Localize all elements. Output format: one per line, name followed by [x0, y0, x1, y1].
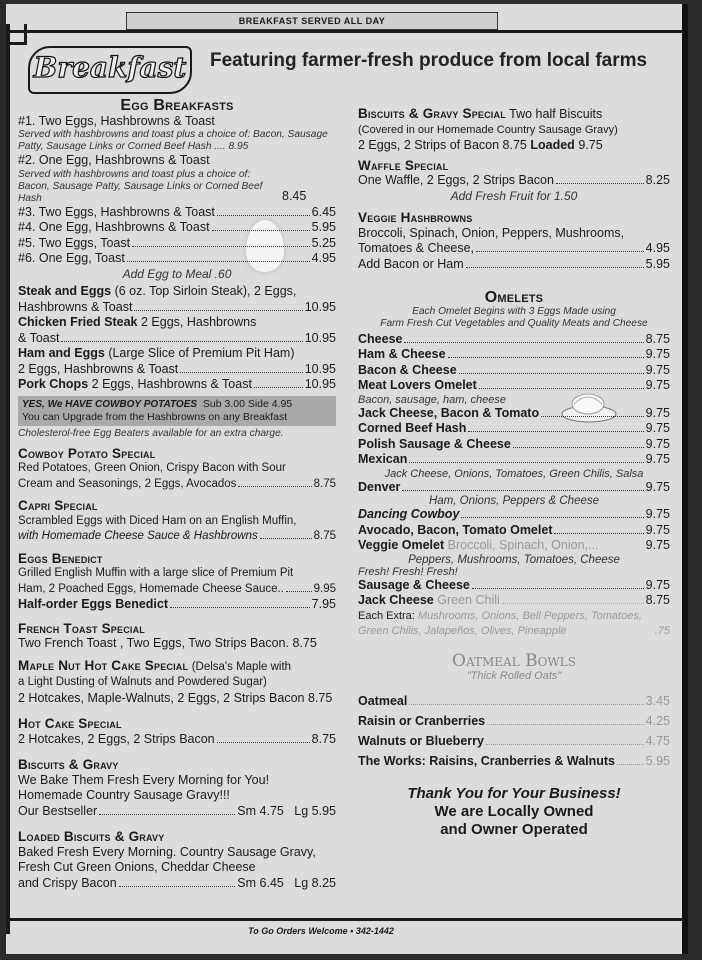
section-heading-french-toast: French Toast Special: [18, 620, 146, 636]
benedict-price: 9.95: [313, 582, 336, 595]
maple-line3: 2 Hotcakes, Maple-Walnuts, 2 Eggs, 2 Strips Bacon: [18, 690, 305, 705]
omelet-name: Ham & Cheese: [358, 347, 446, 361]
leader-dots: [556, 183, 644, 184]
oatmeal-name: The Works: Raisins, Cranberries & Walnuts: [358, 753, 616, 768]
ham-line2: 2 Eggs, Hashbrowns & Toast: [18, 361, 179, 376]
section-heading-biscuits: Biscuits & Gravy: [18, 757, 119, 772]
pork-chops: [18, 377, 336, 393]
extra-row2: [358, 624, 670, 640]
menu-item-3-price: 6.45: [311, 204, 336, 219]
omelet-item: [358, 593, 670, 609]
oatmeal-sub: "Thick Rolled Oats": [466, 670, 562, 682]
menu-item-2: #2. One Egg, Hashbrowns & Toast: [18, 153, 210, 167]
leader-dots: [260, 538, 312, 539]
leader-dots: [238, 486, 311, 487]
omelet-item: [358, 538, 670, 554]
veggie-hb-price2: 5.95: [645, 256, 670, 271]
leader-dots: [459, 373, 644, 374]
veggie-omelet-desc: Broccoli, Spinach, Onion,...: [447, 538, 599, 552]
half-benedict-name: Half-order Eggs Benedict: [18, 597, 169, 611]
biscuits-lg: Lg 5.95: [294, 803, 336, 818]
omelet-price: 8.75: [645, 331, 670, 346]
right-column: [358, 106, 670, 839]
bg-special-line2: (Covered in our Homemade Country Sausage Gravy): [358, 123, 618, 136]
omelet-item: [358, 363, 670, 379]
top-banner: BREAKFAST SERVED ALL DAY: [126, 12, 498, 30]
steak-row: [18, 300, 336, 316]
steak-name: Steak and Eggs: [18, 284, 112, 298]
omelet-item: [358, 452, 670, 468]
thank-you-block: [358, 785, 670, 839]
omelets-sub2: Farm Fresh Cut Vegetables and Quality Meats and Cheese: [380, 317, 648, 329]
cowboy-box-title: YES, We HAVE COWBOY POTATOES: [22, 398, 198, 410]
thank-you-line2: We are Locally Owned: [434, 802, 594, 820]
oatmeal-price: 5.95: [645, 753, 670, 768]
oatmeal-item: [358, 691, 670, 711]
meat-lovers-desc: Bacon, sausage, ham, cheese: [358, 393, 506, 406]
maple-line1: (Delsa's Maple with: [191, 660, 292, 673]
leader-dots: [119, 886, 236, 887]
oatmeal-price: 3.45: [645, 693, 670, 708]
omelet-item: [358, 347, 670, 363]
bg-special-loaded-price: 9.75: [578, 138, 603, 152]
leader-dots: [554, 533, 643, 534]
thank-you-line1: Thank You for Your Business!: [407, 784, 621, 802]
steak-line2: Hashbrowns & Toast: [18, 299, 133, 314]
hotcake-line1: 2 Hotcakes, 2 Eggs, 2 Strips Bacon: [18, 731, 215, 746]
loaded-line1: Baked Fresh Every Morning. Country Sausage Gravy,: [18, 844, 316, 859]
oatmeal-name: Raisin or Cranberries: [358, 713, 486, 728]
omelet-name: Dancing Cowboy: [358, 507, 460, 521]
bg-special-loaded: Loaded: [530, 138, 575, 152]
veggie-hb-line3: Add Bacon or Ham: [358, 256, 464, 271]
omelet-name: Bacon & Cheese: [358, 362, 457, 377]
menu-item-2-price: 8.45: [282, 189, 307, 203]
omelet-name: Jack Cheese: [358, 593, 434, 607]
bg-special-name: Biscuits & Gravy Special: [358, 106, 506, 121]
egg-beaters-note: Cholesterol-free Egg Beaters available for an extra charge.: [18, 427, 284, 439]
section-heading-oatmeal: Oatmeal Bowls: [452, 650, 576, 671]
omelet-item: [358, 507, 670, 523]
leader-dots: [466, 267, 644, 268]
bg-special-price: 8.75: [502, 138, 527, 152]
extra-label: Each Extra:: [358, 609, 415, 622]
omelet-price: 9.75: [645, 479, 670, 494]
jack-cheese-desc: Green Chili: [437, 593, 500, 607]
leader-dots: [409, 704, 643, 705]
ham-row: [18, 362, 336, 378]
omelet-item: [358, 421, 670, 437]
ham-and-eggs: [18, 346, 336, 362]
add-egg-note: Add Egg to Meal .60: [122, 266, 232, 281]
omelet-name: Corned Beef Hash: [358, 421, 467, 435]
oatmeal-price: 4.75: [645, 733, 670, 748]
biscuits-sm: Sm 4.75: [237, 803, 284, 818]
extra-price: .75: [654, 625, 670, 637]
bg-special-desc: Two half Biscuits: [509, 107, 603, 121]
extra-desc: Mushrooms, Onions, Bell Peppers, Tomatoes,: [417, 609, 642, 622]
menu-item-5-price: 5.25: [311, 235, 336, 250]
omelet-item: [358, 480, 670, 496]
leader-dots: [134, 310, 302, 311]
menu-item-5-name: #5. Two Eggs, Toast: [18, 235, 131, 250]
menu-item-1-desc: Served with hashbrowns and toast plus a choice of: Bacon, Sausage Patty, Sausage Links or Corned Beef Hash .... 8.95: [18, 129, 328, 152]
cowboy-special-line1: Red Potatoes, Green Onion, Crispy Bacon with Sour: [18, 462, 286, 474]
capri-line2: with Homemade Cheese Sauce & Hashbrowns: [18, 530, 258, 542]
chicken-fried-steak: [18, 315, 336, 331]
loaded-row: [18, 876, 336, 892]
capri-price: 8.75: [313, 530, 336, 542]
omelet-item: [358, 578, 670, 594]
leader-dots: [217, 215, 310, 216]
menu-item-6: [18, 251, 336, 267]
bottom-banner: To Go Orders Welcome • 342-1442: [248, 926, 394, 936]
leader-dots: [479, 388, 644, 389]
left-column: [18, 92, 336, 891]
pork-name: Pork Chops: [18, 377, 89, 391]
menu-item-2-row: [18, 169, 336, 205]
cfs-row: [18, 331, 336, 347]
omelet-name: Sausage & Cheese: [358, 577, 470, 592]
menu-item-1: #1. Two Eggs, Hashbrowns & Toast: [18, 113, 215, 128]
omelet-item: [358, 523, 670, 539]
omelet-name: Denver: [358, 479, 401, 494]
cfs-line2: & Toast: [18, 330, 60, 345]
cfs-name: Chicken Fried Steak: [18, 315, 138, 329]
denver-desc: Ham, Onions, Peppers & Cheese: [428, 495, 600, 507]
leader-dots: [170, 607, 310, 608]
maple-price: 8.75: [307, 690, 333, 705]
leader-dots: [409, 462, 643, 463]
leader-dots: [468, 431, 643, 432]
leader-dots: [402, 490, 643, 491]
cfs-price: 10.95: [304, 330, 336, 345]
oatmeal-item: [358, 751, 670, 771]
section-heading-waffle: Waffle Special: [358, 157, 449, 173]
leader-dots: [617, 764, 644, 765]
omelet-price: 9.75: [645, 362, 670, 377]
section-heading-maple: Maple Nut Hot Cake Special: [18, 657, 189, 673]
bg-special: [358, 106, 670, 123]
menu-item-6-name: #6. One Egg, Toast: [18, 251, 125, 265]
leader-dots: [448, 357, 644, 358]
ham-name: Ham and Eggs: [18, 346, 105, 360]
steak-desc: (6 oz. Top Sirloin Steak), 2 Eggs,: [114, 284, 297, 298]
omelet-price: 8.75: [645, 593, 670, 607]
leader-dots: [99, 814, 235, 815]
frame-left-rule: [6, 24, 10, 934]
loaded-lg: Lg 8.25: [294, 875, 336, 890]
leader-dots: [461, 517, 643, 518]
leader-dots: [486, 744, 644, 745]
veggie-omelet-desc3: Fresh! Fresh! Fresh!: [358, 565, 458, 578]
maple-row: [18, 691, 336, 707]
biscuits-line2: Homemade Country Sausage Gravy!!!: [18, 788, 230, 802]
cowboy-special-row: [18, 477, 336, 493]
section-heading-egg-breakfasts: Egg Breakfasts: [120, 97, 234, 114]
omelet-name: Avocado, Bacon, Tomato Omelet: [358, 522, 553, 537]
omelet-item: [358, 378, 670, 394]
leader-dots: [180, 372, 302, 373]
omelet-price: 9.75: [645, 577, 670, 592]
omelet-price: 9.75: [645, 538, 670, 552]
french-price: 8.75: [292, 636, 317, 650]
tagline: Featuring farmer-fresh produce from local farms: [210, 50, 648, 71]
hotcake-price: 8.75: [311, 731, 336, 746]
pork-desc: 2 Eggs, Hashbrowns & Toast: [91, 377, 252, 391]
half-benedict-price: 7.95: [311, 597, 336, 611]
menu-item-3: [18, 205, 336, 221]
steak-price: 10.95: [304, 299, 336, 314]
section-heading-omelets: Omelets: [484, 289, 544, 306]
oatmeal-name: Oatmeal: [358, 693, 408, 708]
section-heading-veggie-hb: Veggie Hashbrowns: [358, 210, 473, 225]
veggie-omelet-desc2: Peppers, Mushrooms, Tomatoes, Cheese: [408, 553, 620, 566]
leader-dots: [472, 588, 644, 589]
loaded-line2: Fresh Cut Green Onions, Cheddar Cheese: [18, 860, 256, 874]
half-benedict-row: [18, 597, 336, 613]
french-line1: Two French Toast , Two Eggs, Two Strips Bacon.: [18, 636, 289, 650]
menu-item-2-desc: Served with hashbrowns and toast plus a choice of: Bacon, Sausage Patty, Sausage Links or Corned Beef Hash: [18, 168, 263, 204]
biscuits-line3: Our Bestseller: [18, 803, 98, 818]
ham-desc: (Large Slice of Premium Pit Ham): [108, 346, 295, 360]
maple-line2: a Light Dusting of Walnuts and Powdered Sugar): [18, 676, 267, 688]
cowboy-box-prices: Sub 3.00 Side 4.95: [202, 397, 293, 410]
menu-item-4: [18, 220, 336, 236]
omelet-name: Meat Lovers Omelet: [358, 378, 477, 392]
leader-dots: [513, 447, 644, 448]
omelets-sub1: Each Omelet Begins with 3 Eggs Made using: [412, 305, 616, 317]
capri-line1: Scrambled Eggs with Diced Ham on an English Muffin,: [18, 514, 297, 527]
extra-desc2: Green Chilis, Jalapeños, Olives, Pineapple: [358, 625, 567, 637]
section-heading-cowboy-special: Cowboy Potato Special: [18, 445, 156, 461]
loaded-line3: and Crispy Bacon: [18, 875, 117, 890]
waffle-line1: One Waffle, 2 Eggs, 2 Strips Bacon: [358, 173, 554, 187]
biscuits-row: [18, 804, 336, 820]
benedict-line2: Ham, 2 Poached Eggs, Homemade Cheese Sauce..: [18, 582, 284, 595]
omelet-name: Polish Sausage & Cheese: [358, 436, 511, 451]
benedict-row: [18, 582, 336, 598]
omelet-price: 9.75: [645, 421, 670, 435]
leader-dots: [61, 341, 302, 342]
leader-dots: [476, 251, 644, 252]
cowboy-special-price: 8.75: [313, 477, 336, 490]
section-heading-benedict: Eggs Benedict: [18, 550, 103, 566]
thank-you-line3: and Owner Operated: [440, 820, 588, 838]
omelet-name: Mexican: [358, 452, 408, 466]
veggie-hb-line1: Broccoli, Spinach, Onion, Peppers, Mushrooms,: [358, 225, 625, 240]
oatmeal-name: Walnuts or Blueberry: [358, 733, 484, 748]
cowboy-potatoes-box: [18, 396, 336, 426]
omelet-price: 9.75: [645, 436, 670, 451]
waffle-note: Add Fresh Fruit for 1.50: [450, 188, 578, 203]
leader-dots: [127, 261, 310, 262]
section-heading-capri: Capri Special: [18, 498, 98, 513]
loaded-sm: Sm 6.45: [237, 875, 284, 890]
veggie-hb-add-row: [358, 257, 670, 273]
bg-special-line3: 2 Eggs, 2 Strips of Bacon: [358, 138, 500, 152]
omelet-item: [358, 332, 670, 348]
omelet-price: 9.75: [645, 507, 670, 521]
frame-top-rule: [6, 30, 682, 33]
oatmeal-item: [358, 711, 670, 731]
leader-dots: [212, 230, 310, 231]
leader-dots: [286, 591, 312, 592]
menu-page: [6, 4, 688, 954]
waffle-price: 8.25: [645, 173, 670, 187]
french-row: [18, 636, 336, 652]
pork-price: 10.95: [304, 377, 336, 391]
ham-price: 10.95: [304, 361, 336, 376]
hotcake-row: [18, 732, 336, 748]
extra-row: [358, 609, 670, 625]
leader-dots: [254, 387, 303, 388]
mexican-desc: Jack Cheese, Onions, Tomatoes, Green Chilis, Salsa: [384, 467, 644, 480]
menu-item-6-price: 4.95: [311, 251, 336, 265]
oatmeal-item: [358, 731, 670, 751]
leader-dots: [404, 342, 643, 343]
section-heading-hotcake: Hot Cake Special: [18, 716, 122, 731]
capri-row: [18, 529, 336, 545]
maple-heading-row: [18, 658, 336, 676]
section-heading-loaded: Loaded Biscuits & Gravy: [18, 829, 165, 844]
omelet-name: Cheese: [358, 331, 403, 346]
menu-item-3-name: #3. Two Eggs, Hashbrowns & Toast: [18, 204, 215, 219]
menu-item-4-name: #4. One Egg, Hashbrowns & Toast: [18, 220, 210, 234]
frame-corner: [6, 24, 27, 45]
omelet-price: 9.75: [645, 405, 670, 420]
omelet-price: 9.75: [645, 378, 670, 392]
omelet-name: Jack Cheese, Bacon & Tomato: [358, 405, 540, 420]
omelet-item: [358, 437, 670, 453]
oatmeal-price: 4.25: [645, 713, 670, 728]
leader-dots: [487, 724, 644, 725]
veggie-hb-line2: Tomatoes & Cheese,: [358, 241, 475, 255]
cowboy-special-line2: Cream and Seasonings, 2 Eggs, Avocados: [18, 477, 237, 490]
veggie-hb-row: [358, 241, 670, 257]
veggie-hb-price: 4.95: [645, 241, 670, 255]
benedict-line1: Grilled English Muffin with a large slice of Premium Pit: [18, 567, 294, 579]
breakfast-logo: Breakfast: [28, 46, 192, 94]
omelet-item: [358, 406, 670, 422]
omelet-name: Veggie Omelet: [358, 538, 445, 552]
leader-dots: [541, 416, 644, 417]
cfs-desc: 2 Eggs, Hashbrowns: [140, 315, 257, 329]
biscuits-line1: We Bake Them Fresh Every Morning for You!: [18, 772, 270, 787]
waffle-row: [358, 173, 670, 189]
cowboy-box-line2: You can Upgrade from the Hashbrowns on any Breakfast: [22, 410, 288, 423]
omelet-price: 9.75: [645, 347, 670, 361]
frame-bottom-rule: [6, 918, 682, 921]
leader-dots: [217, 742, 310, 743]
omelet-price: 9.75: [645, 452, 670, 466]
steak-and-eggs: [18, 284, 336, 300]
leader-dots: [132, 246, 310, 247]
bg-special-line3-row: [358, 138, 670, 154]
omelet-price: 9.75: [645, 522, 670, 537]
menu-item-4-price: 5.95: [311, 220, 336, 234]
menu-item-5: [18, 236, 336, 252]
leader-dots: [502, 603, 644, 604]
